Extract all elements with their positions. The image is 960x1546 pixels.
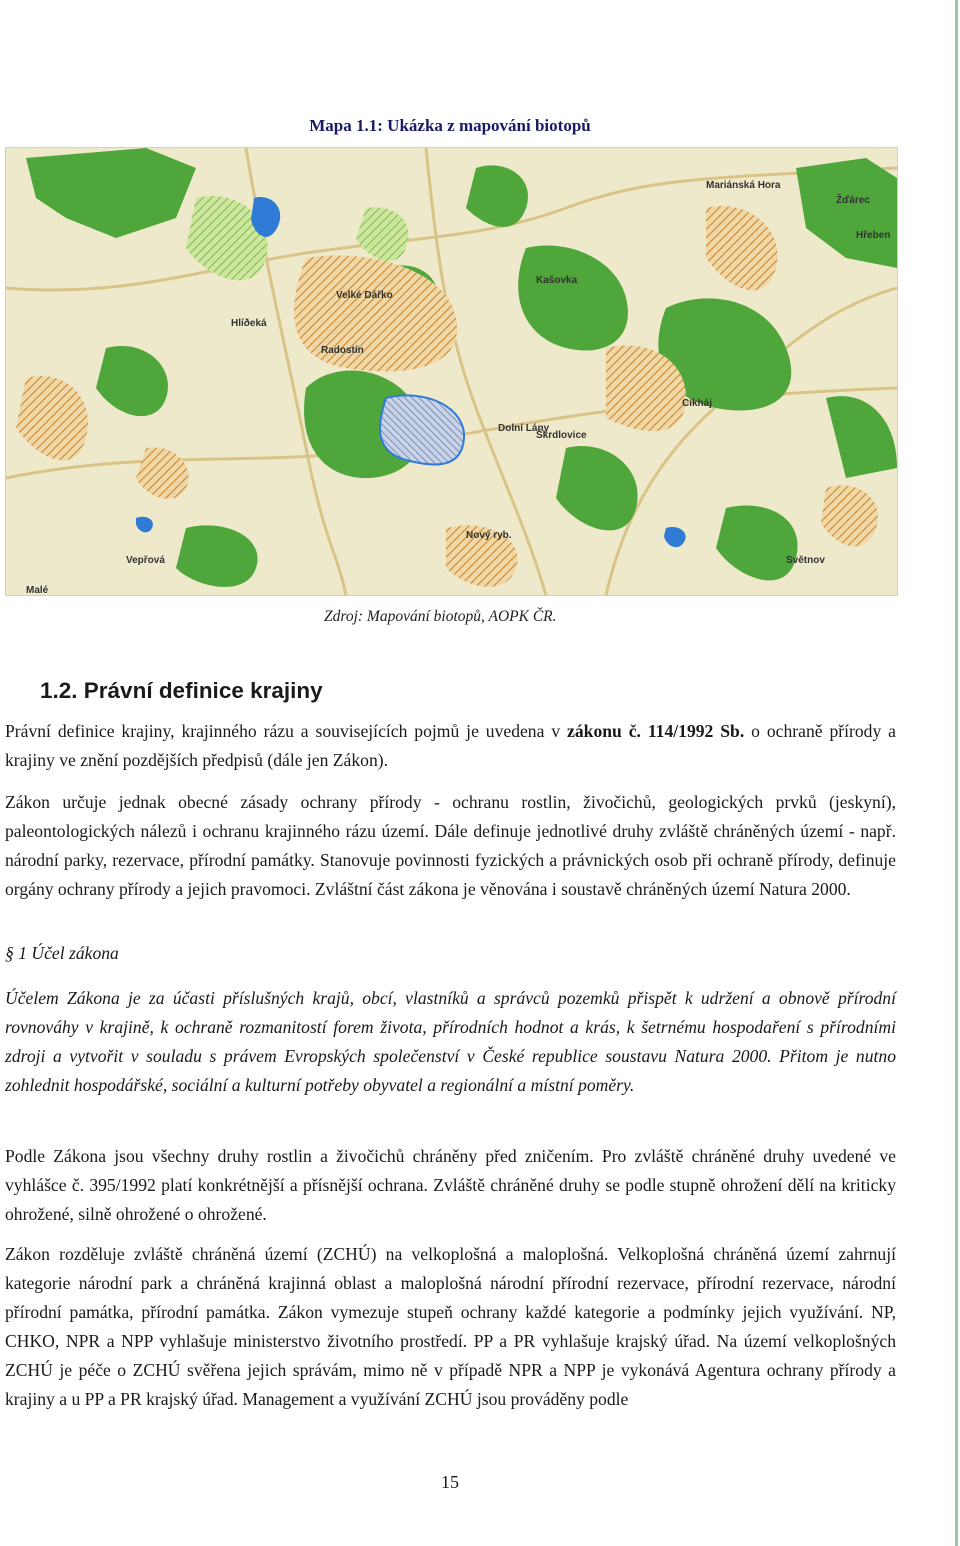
paragraph-legal-definition: Právní definice krajiny, krajinného rázu a souvisejících pojmů je uvedena v zákonu č. 114/1992 Sb. o ochraně přírody a krajiny ve znění pozdějších předpisů (dále jen Zákon).	[5, 721, 896, 770]
map-label: Hřeben	[856, 230, 891, 241]
map-label: Škrdlovice	[536, 430, 587, 441]
map-source: Zdroj: Mapování biotopů, AOPK ČR.	[324, 608, 557, 625]
map-label: Vepřová	[126, 555, 165, 566]
paragraph-protected-areas: Zákon rozděluje zvláště chráněná území (ZCHÚ) na velkoplošná a maloplošná. Velkoplošná chráněná území zahrnují kategorie národní park a chráněná krajinná oblast a maloplošná národní přírodní rezervace, přírodní rezervace, národní přírodní památka, přírodní památka. Zákon vymezuje stupeň ochrany každé kategorie a podmínky jejich využívání. NP, CHKO, NPR a NPP vyhlašuje ministerstvo životního prostředí. PP a PR vyhlašuje krajský úřad. Na území velkoplošných ZCHÚ je péče o ZCHÚ svěřena jejich správám, mimo ně v případě NPR a NPP je vykonává Agentura ochrany přírody a krajiny a u PP a PR krajský úřad. Management a využívání ZCHÚ jsou prováděny podle	[5, 1244, 896, 1409]
paragraph-law-purpose: Účelem Zákona je za účasti příslušných krajů, obcí, vlastníků a správců pozemků přispět k udržení a obnově přírodní rovnováhy v krajině, k ochraně rozmanitostí forem života, přírodních hodnot a krás, k šetrnému hospodaření s přírodními zdroji a vytvořit v souladu s právem Evropských společenství v České republice soustavu Natura 2000. Přitom je nutno zohlednit hospodářské, sociální a kulturní potřeby obyvatel a regionální a místní poměry.	[5, 988, 896, 1095]
map-label: Cikháj	[682, 398, 713, 409]
map-label: Žďárec	[836, 195, 870, 206]
map-label: Kašovka	[536, 275, 578, 286]
page-edge-rule	[955, 0, 958, 1546]
map-label: Světnov	[786, 555, 825, 566]
map-label: Velké Dářko	[336, 290, 393, 301]
paragraph-protected-species: Podle Zákona jsou všechny druhy rostlin a živočichů chráněny před zničením. Pro zvláště chráněné druhy uvedené ve vyhlášce č. 395/1992 platí konkrétnější a přísnější ochrana. Zvláště chráněné druhy se podle stupně ohrožení dělí na kriticky ohrožené, silně ohrožené o ohrožené.	[5, 1146, 896, 1224]
law-reference: zákonu č. 114/1992 Sb.	[567, 721, 745, 741]
map-label: Nový ryb.	[466, 530, 512, 541]
map-label: Radostín	[321, 345, 364, 356]
map-label: Dolní Lány	[498, 423, 550, 434]
map-caption: Mapa 1.1: Ukázka z mapování biotopů	[309, 116, 591, 135]
section-heading: 1.2. Právní definice krajiny	[40, 678, 323, 703]
map-label: Mariánská Hora	[706, 180, 781, 191]
paragraph-law-scope: Zákon určuje jednak obecné zásady ochrany přírody - ochranu rostlin, živočichů, geologických prvků (jeskyní), paleontologických nálezů i ochranu krajinného rázu území. Dále definuje jednotlivé druhy zvláště chráněných území - např. národní parky, rezervace, přírodní památky. Stanovuje povinnosti fyzických a právnických osob při ochraně přírody, definuje orgány ochrany přírody a jejich pravomoci. Zvláštní část zákona je věnována i soustavě chráněných území Natura 2000.	[5, 792, 896, 899]
section-title: § 1 Účel zákona	[5, 943, 119, 963]
biotope-map	[5, 147, 898, 596]
map-label: Malé	[26, 585, 49, 595]
map-label: Hlíðeká	[231, 318, 267, 329]
page-number: 15	[441, 1472, 459, 1492]
